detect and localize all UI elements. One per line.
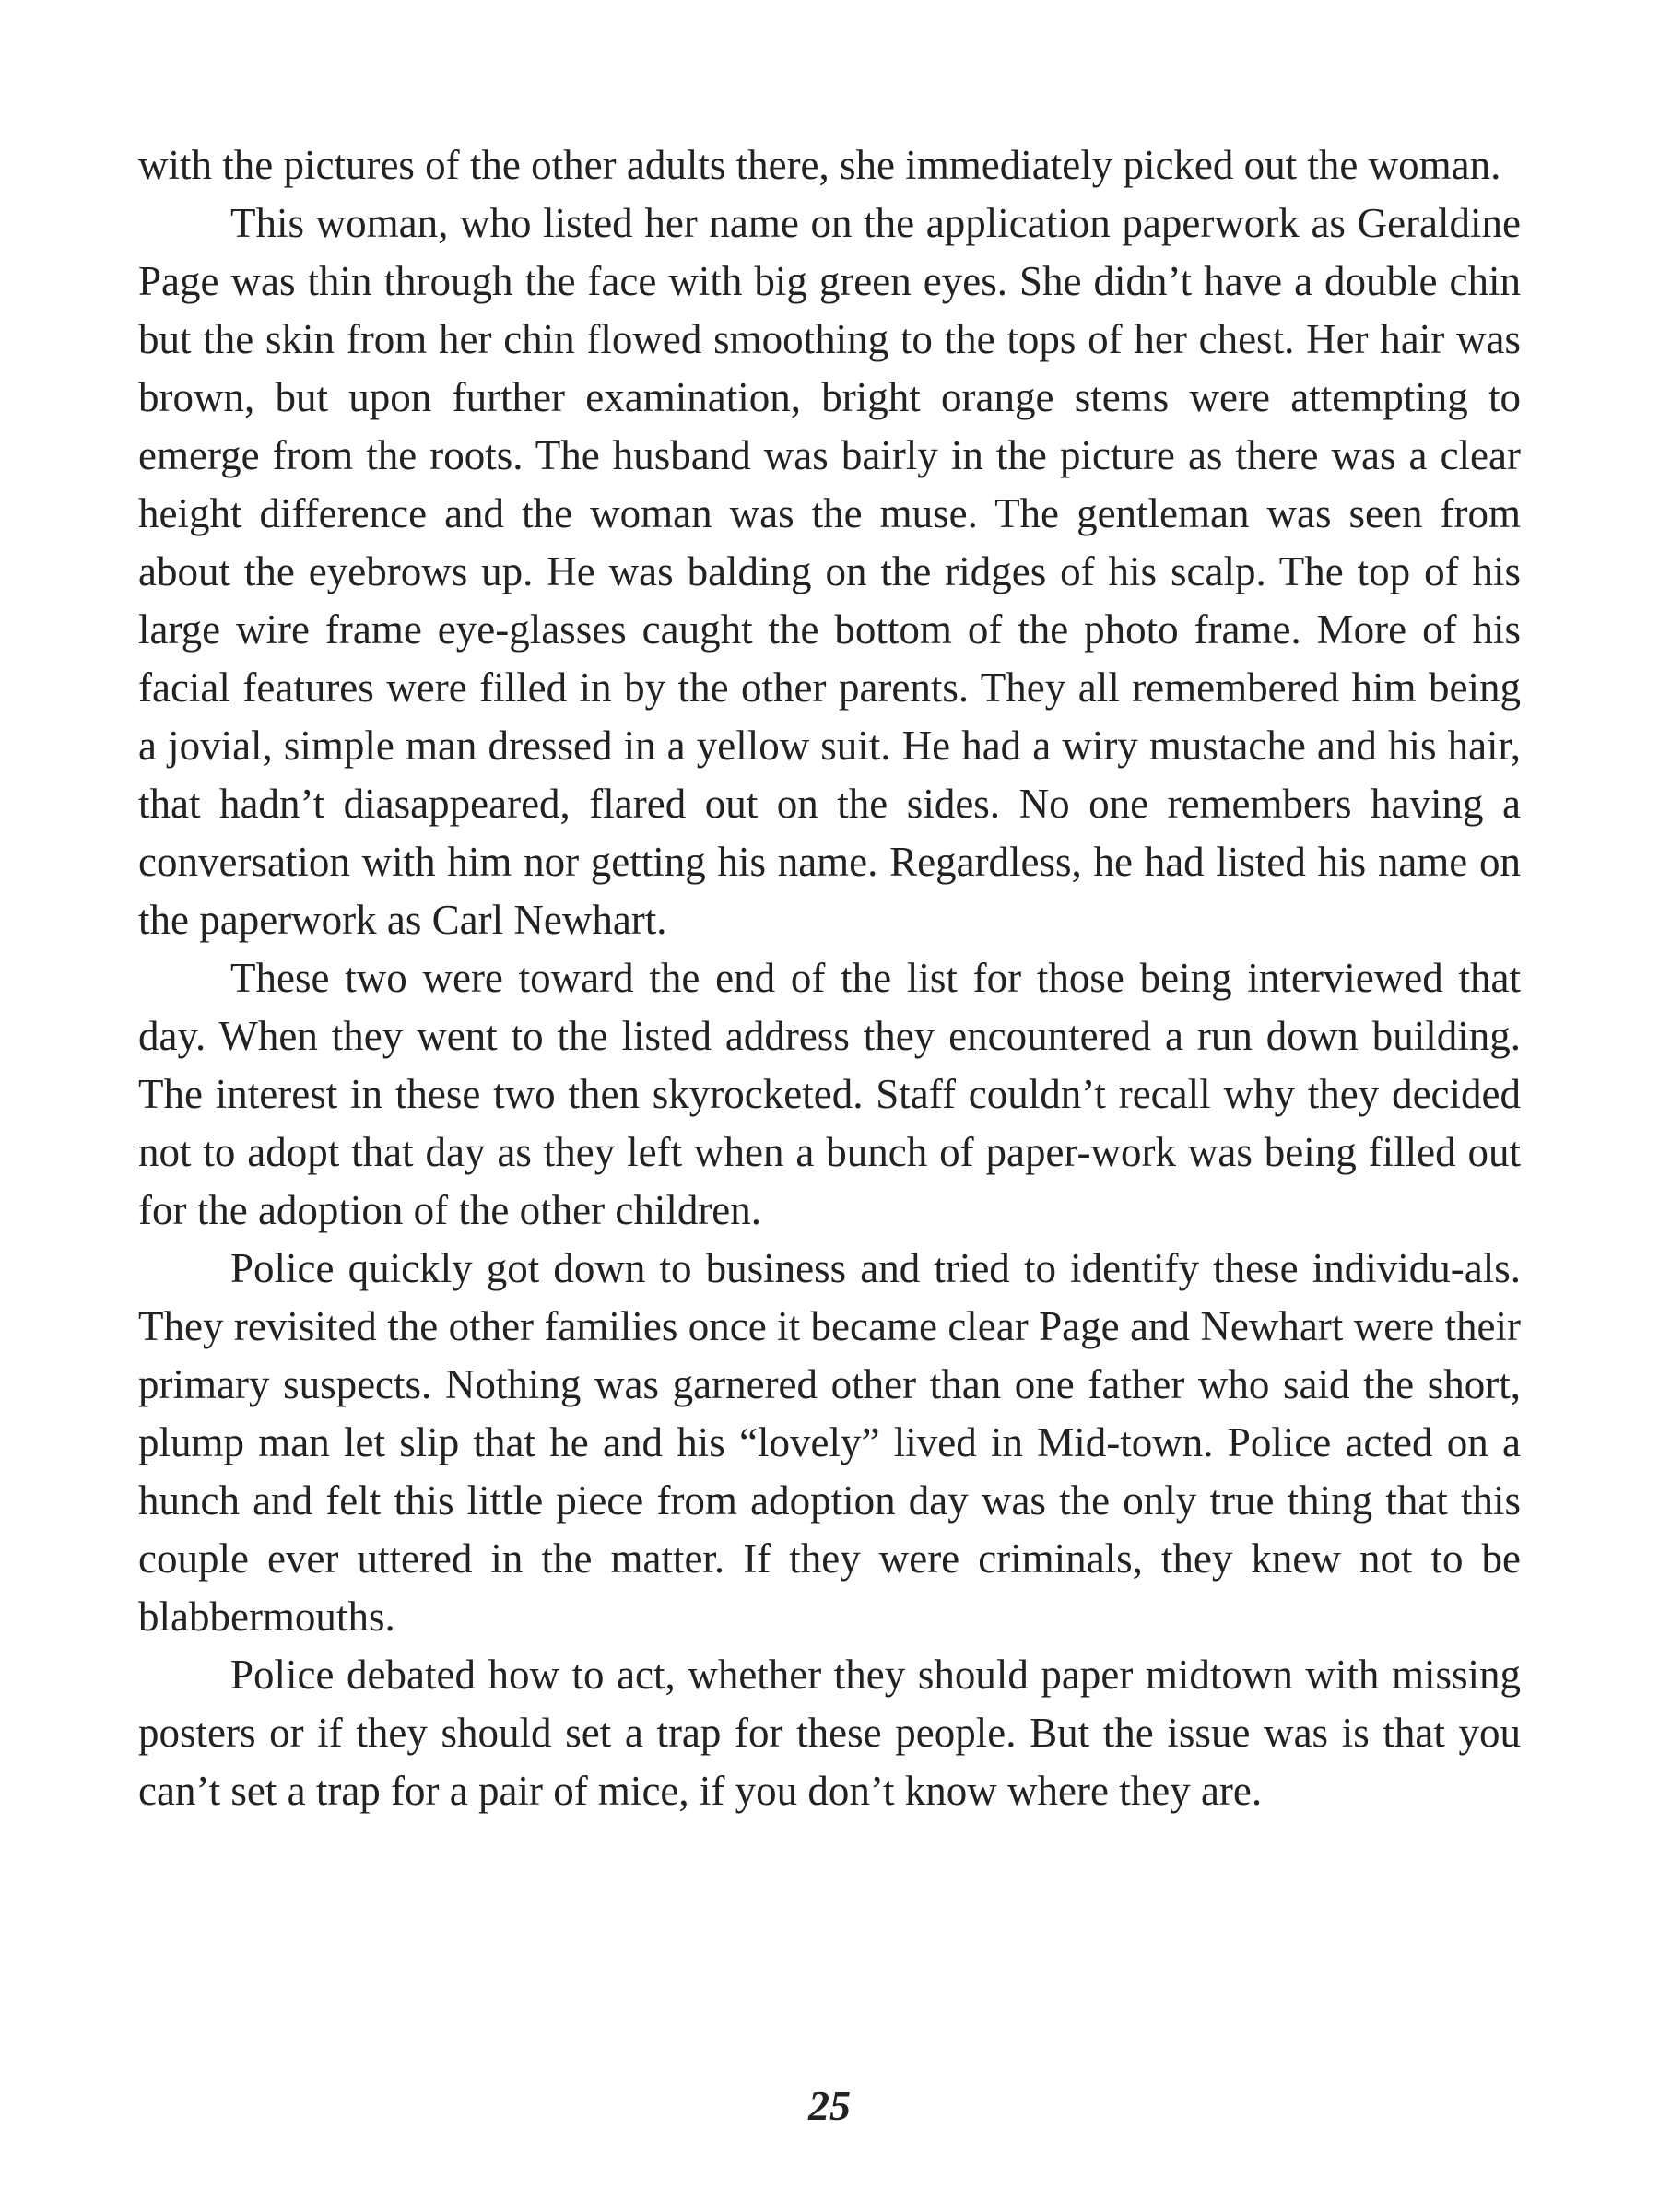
- paragraph-3: These two were toward the end of the list for those being interviewed that day. When they went to the listed address they encountered a run down building. The interest in these two then skyrocketed. Staff couldn’t recall why they decided not to adopt that day as they left when a bunch of paper-work was being filled out for the adoption of the other children.: [138, 955, 1521, 1233]
- paragraph-2: This woman, who listed her name on the application paperwork as Geraldine Page was thin through the face with big green eyes. She didn’t have a double chin but the skin from her chin flowed smoothing to the tops of her chest. Her hair was brown, but upon further examination, bright orange stems were attempting to emerge from the roots. The husband was bairly in the picture as there was a clear height difference and the woman was the muse. The gentleman was seen from about the eyebrows up. He was balding on the ridges of his scalp. The top of his large wire frame eye-glasses caught the bottom of the photo frame. More of his facial features were filled in by the other parents. They all remembered him being a jovial, simple man dressed in a yellow suit. He had a wiry mustache and his hair, that hadn’t diasappeared, flared out on the sides. No one remembers having a conversation with him nor getting his name. Regardless, he had listed his name on the paperwork as Carl Newhart.: [138, 200, 1521, 943]
- paragraph-5: Police debated how to act, whether they should paper midtown with missing posters or if they should set a trap for these people. But the issue was is that you can’t set a trap for a pair of mice, if you don’t know where they are.: [138, 1652, 1521, 1814]
- paragraph-4: Police quickly got down to business and tried to identify these individu-als. They revisited the other families once it became clear Page and Newhart were their primary suspects. Nothing was garnered other than one father who said the short, plump man let slip that he and his “lovely” lived in Mid-town. Police acted on a hunch and felt this little piece from adoption day was the only true thing that this couple ever uttered in the matter. If they were criminals, they knew not to be blabbermouths.: [138, 1245, 1521, 1640]
- paragraph-1: with the pictures of the other adults there, she immediately picked out the woman.: [138, 142, 1501, 188]
- page-number: 25: [808, 2082, 851, 2129]
- body-text: [138, 136, 1521, 1820]
